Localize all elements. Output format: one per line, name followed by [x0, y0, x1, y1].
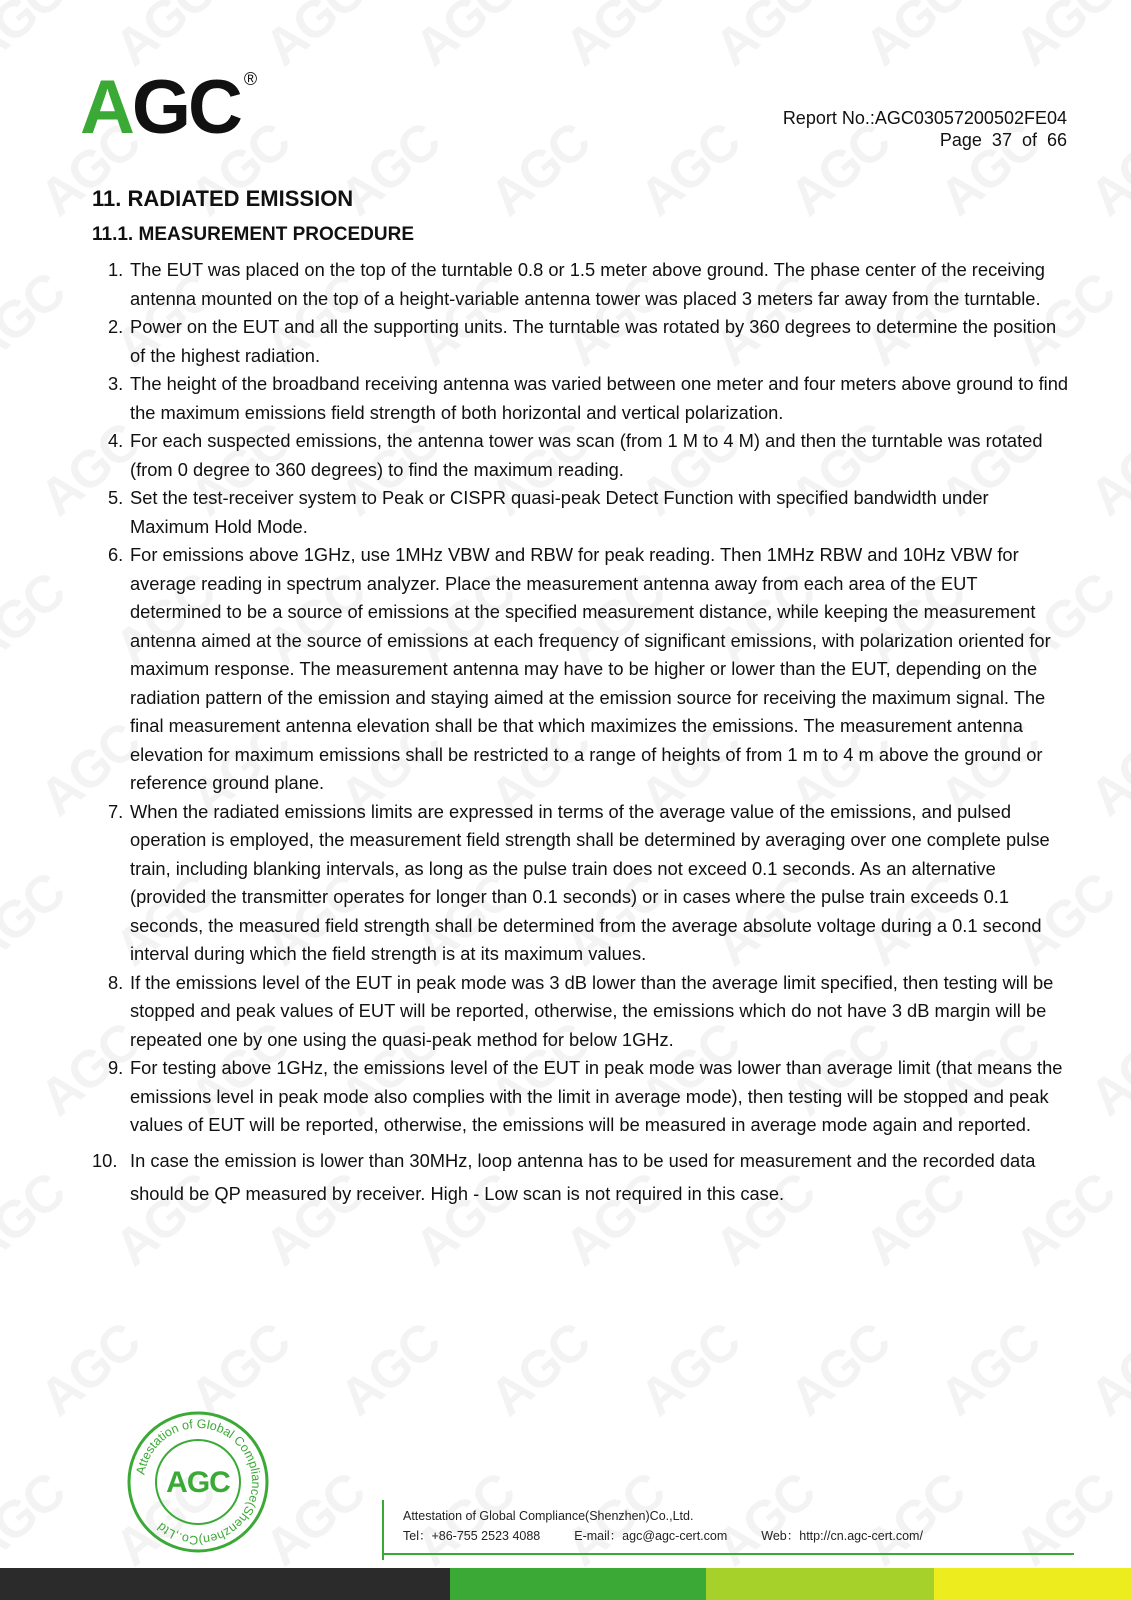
- watermark-mark: [0, 1462, 76, 1578]
- watermark-mark: [1079, 412, 1131, 528]
- bar-segment-lime: [706, 1568, 934, 1600]
- procedure-step: 2. Power on the EUT and all the supporting units. The turntable was rotated by 360 degrees to determine the position of the highest radiation.: [108, 316, 1057, 366]
- watermark-mark: [0, 862, 76, 978]
- footer-tel: Tel：+86-755 2523 4088: [403, 1529, 541, 1543]
- procedure-step: 6. For emissions above 1GHz, use 1MHz VBW and RBW for peak reading. Then 1MHz RBW and 10Hz VBW for average reading in spectrum analyzer. Place the measurement antenna away from each area of the EUT determined to be a source of emissions at the specified measurement distance, while keeping the measurement antenna aimed at the source of emissions at each frequency of significant emissions, with polarization oriented for maximum response. The measurement antenna may have to be higher or lower than the EUT, depending on the radiation pattern of the emission and staying aimed at the emission source for receiving the maximum signal. The final measurement antenna elevation shall be that which maximizes the emissions. The measurement antenna elevation for maximum emissions shall be restricted to a range of heights of from 1 m to 4 m above the ground or reference ground plane.: [108, 544, 1051, 793]
- company-seal-icon: [126, 1410, 270, 1554]
- footer-underline: [384, 1553, 1074, 1555]
- procedure-step: 7. When the radiated emissions limits are expressed in terms of the average value of the emissions, and pulsed operation is employed, the measurement field strength shall be determined by averaging over one complete pulse train, including blanking intervals, as long as the pulse train does not exceed 0.1 seconds. As an alternative (provided the transmitter operates for longer than 0.1 seconds) or in cases where the pulse train exceeds 0.1 seconds, the measured field strength shall be determined from the average absolute voltage during a 0.1 second interval during which the field strength is at its maximum values.: [108, 800, 1050, 964]
- procedure-step: 4. For each suspected emissions, the antenna tower was scan (from 1 M to 4 M) and then the turntable was rotated (from 0 degree to 360 degrees) to find the maximum reading.: [108, 430, 1043, 480]
- logo-gc-letters: GC: [131, 65, 240, 150]
- watermark-mark: [554, 0, 676, 78]
- watermark-mark: [0, 562, 76, 678]
- watermark-mark: [1004, 1462, 1126, 1578]
- bar-segment-dark: [0, 1568, 450, 1600]
- watermark-mark: [254, 0, 376, 78]
- footer-contact-block: [403, 1506, 923, 1546]
- watermark-mark: [0, 0, 76, 78]
- watermark-mark: [479, 1312, 601, 1428]
- watermark-mark: [1004, 0, 1126, 78]
- watermark-mark: [929, 1312, 1051, 1428]
- watermark-mark: [1079, 1312, 1131, 1428]
- watermark-mark: [254, 1462, 376, 1578]
- report-header: [783, 107, 1067, 151]
- bar-segment-yellow: [934, 1568, 1131, 1600]
- procedure-list: [92, 256, 1072, 1210]
- watermark-mark: [329, 1312, 451, 1428]
- watermark-mark: [1079, 1012, 1131, 1128]
- footer-company: Attestation of Global Compliance(Shenzhen)Co.,Ltd.: [403, 1509, 694, 1523]
- procedure-step: 9. For testing above 1GHz, the emissions level of the EUT in peak mode was lower than average limit (that means the emissions level in peak mode also complies with the limit in average mode), then testing will be stopped and peak values of EUT will be reported, otherwise, the emissions will be measured in average mode again and reported.: [108, 1057, 1063, 1135]
- seal-center-text: AGC: [166, 1466, 230, 1499]
- watermark-mark: [629, 1312, 751, 1428]
- procedure-step: 10. In case the emission is lower than 30MHz, loop antenna has to be used for measurement and the recorded data should be QP measured by receiver. High - Low scan is not required in this case.: [92, 1149, 1036, 1204]
- agc-logo: [80, 65, 258, 150]
- watermark-mark: [0, 262, 76, 378]
- footer-email: E-mail：agc@agc-cert.com: [574, 1529, 728, 1543]
- logo-a-letter: A: [80, 65, 132, 150]
- procedure-step: 1. The EUT was placed on the top of the turntable 0.8 or 1.5 meter above ground. The phase center of the receiving antenna mounted on the top of a height-variable antenna tower was placed 3 meters far away from the turntable.: [108, 259, 1045, 309]
- watermark-mark: [704, 0, 826, 78]
- section-title: 11. RADIATED EMISSION: [92, 186, 354, 211]
- procedure-step: 3. The height of the broadband receiving antenna was varied between one meter and four meters above ground to find the maximum emissions field strength of both horizontal and vertical polarization.: [108, 373, 1069, 423]
- watermark-mark: [0, 1162, 76, 1278]
- main-content: [92, 186, 1072, 1210]
- bottom-color-bar: [0, 1568, 1131, 1600]
- report-number: Report No.:AGC03057200502FE04: [782, 108, 1067, 128]
- watermark-mark: [1079, 112, 1131, 228]
- procedure-step: 8. If the emissions level of the EUT in peak mode was 3 dB lower than the average limit specified, then testing will be stopped and peak values of EUT will be reported, otherwise, the emissions which do not have 3 dB margin will be repeated one by one using the quasi-peak method for below 1GHz.: [108, 971, 1054, 1050]
- watermark-mark: [854, 0, 976, 78]
- subsection-title: 11.1. MEASUREMENT PROCEDURE: [92, 224, 415, 245]
- registered-mark: ®: [243, 69, 258, 89]
- watermark-mark: [779, 1312, 901, 1428]
- watermark-mark: [1079, 712, 1131, 828]
- footer-divider: [382, 1500, 384, 1560]
- bar-segment-green: [450, 1568, 706, 1600]
- page-indicator: Page 37 of 66: [939, 130, 1067, 150]
- seal-ring-text: Attestation of Global Compliance(Shenzhen)Co.,Ltd: [133, 1416, 264, 1548]
- footer-web: Web：http://cn.agc-cert.com/: [761, 1529, 923, 1543]
- procedure-step: 5. Set the test-receiver system to Peak or CISPR quasi-peak Detect Function with specified bandwidth under Maximum Hold Mode.: [108, 487, 989, 537]
- watermark-mark: [404, 0, 526, 78]
